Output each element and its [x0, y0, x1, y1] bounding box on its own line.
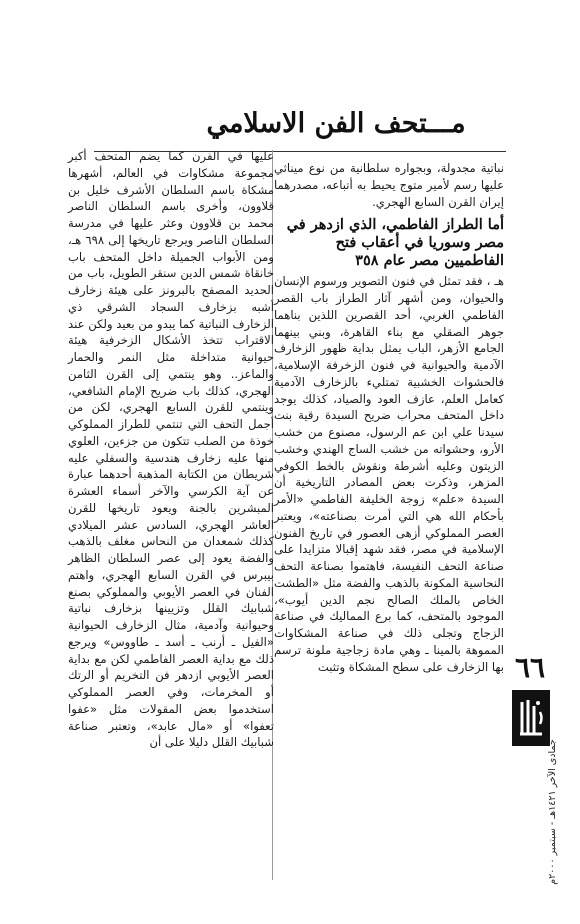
article-column-right	[274, 160, 504, 874]
article-column-left	[68, 148, 274, 750]
issue-date: جمادى الآخر ١٤٢١هـ - سبتمبر ٢٠٠٠م	[547, 739, 558, 885]
article-subheading: أما الطراز الفاطمي، الذي ازدهر في مصر وسوريا في أعقاب فتح الفاطميين مصر عام ٣٥٨	[286, 216, 504, 270]
column-right-body: هـ ، فقد تمثل في فنون التصوير ورسوم الإنسان والحيوان، ومن أشهر آثار الطراز باب القصر الفاطمي الغربي، أحد القصرين اللذين بناهما جوهر الصقلي مع بناء القاهرة، وبني بينهما الجامع الأزهر، الباب يمثل بداية ظهور الزخارف الآدمية والحيوانية في فنون الزخرفة الإسلامية، فالحشوات الخشبية تمتليء بالزخارف الآدمية كعامل العلم، عازف العود والصياد، كذلك يوجد داخل المتحف محراب ضريح السيدة رقية بنت سيدنا علي ابن عم الرسول، مصنوع من خشب الأرو، وحشواته من خشب الساج الهندي وخشب الزيتون وعليه أشرطة ونقوش بالخط الكوفي المزهر، وذكرت بعض المصادر التاريخية أن السيدة «علم» زوجة الخليفة الفاطمي «الأمر بأحكام الله هي التي أمرت بصناعته»، ويعتبر العصر المملوكي أزهى العصور في تاريخ الفنون الإسلامية في مصر، فقد شهد إقبالا متزايدا على صناعة التحف النفيسة، فاهتموا بصناعة التحف النحاسية المكونة بالذهب والفضة مثل «الطشت الخاص بالملك الصالح نجم الدين أيوب»، الموجود بالمتحف، كما برع المماليك في صناعة الزجاج وتجلى ذلك في صناعة المشكاوات المموهة بالمينا ـ وهي مادة زجاجية ملونة ترسم بها الزخارف على سطح المشكاة وتثبت	[274, 274, 504, 674]
section-masthead: مـــتحف الفن الاسلامي	[206, 108, 466, 139]
hilal-logo-mark	[516, 694, 546, 742]
column-left-body: عليها في الفرن كما يضم المتحف أكبر مجموعة مشكاوات في العالم، أشهرها مشكاة باسم السلطان الأشرف خليل بن قلاوون، وأخرى باسم السلطان الناصر محمد بن قلاوون وعثر عليها في مدرسة السلطان الناصر ويرجع تاريخها إلى ٦٩٨ هـ، ومن الأبواب الجميلة داخل المتحف باب خانقاة شمس الدين سنقر الطويل، باب من الحديد المصفح بالبرونز على هيئة زخارف أشبه بزخارف السجاد الشرقي ذي الزخارف النباتية كما يبدو من بعيد ولكن عند الاقتراب تتخذ الأشكال الزخرفية هيئة حيوانية متداخلة مثل النمر والحمار والماعز.. وهو ينتمي إلى القرن الثامن الهجري، كذلك باب ضريح الإمام الشافعي، وينتمي للقرن السابع الهجري، لكن من أجمل التحف التي تنتمي للطراز المملوكي خوذة من الصلب تتكون من جزءين، العلوي منها عليه زخارف هندسية والسفلي عليه شريطان من الكتابة المذهبة أحدهما عبارة عن آية الكرسي والآخر أسماء العشرة المبشرين بالجنة ويعود تاريخها للقرن العاشر الهجري، السادس عشر الميلادي كذلك شمعدان من النحاس مغلف بالذهب والفضة يعود إلى عصر السلطان الظاهر بيبرس في القرن السابع الهجري، واهتم الفنان في العصر الأيوبي والمملوكي بصنع شبابيك القلل وتزيينها بزخارف نباتية وحيوانية وآدمية، مثال الزخارف الحيوانية «الفيل ـ أرنب ـ أسد ـ طاووس» ويرجع ذلك مع بداية العصر الفاطمي لكن مع بداية العصر الأيوبي ازدهر فن التخريم أو الرتك أو المخرمات، وفي العصر المملوكي استخدموا بعض المقولات مثل «عفوا تعفوا» أو «مال عابد»، وتعتبر صناعة شبابيك القلل دليلا على أن	[68, 149, 274, 750]
hilal-logo	[512, 690, 550, 746]
page-number: ٦٦	[514, 651, 546, 684]
column-right-intro: نباتية مجدولة، وبجواره سلطانية من نوع ميناثي عليها رسم لأمير متوج يحيط به أتباعه، مصدرهما إيران القرن السابع الهجري.	[274, 161, 504, 209]
